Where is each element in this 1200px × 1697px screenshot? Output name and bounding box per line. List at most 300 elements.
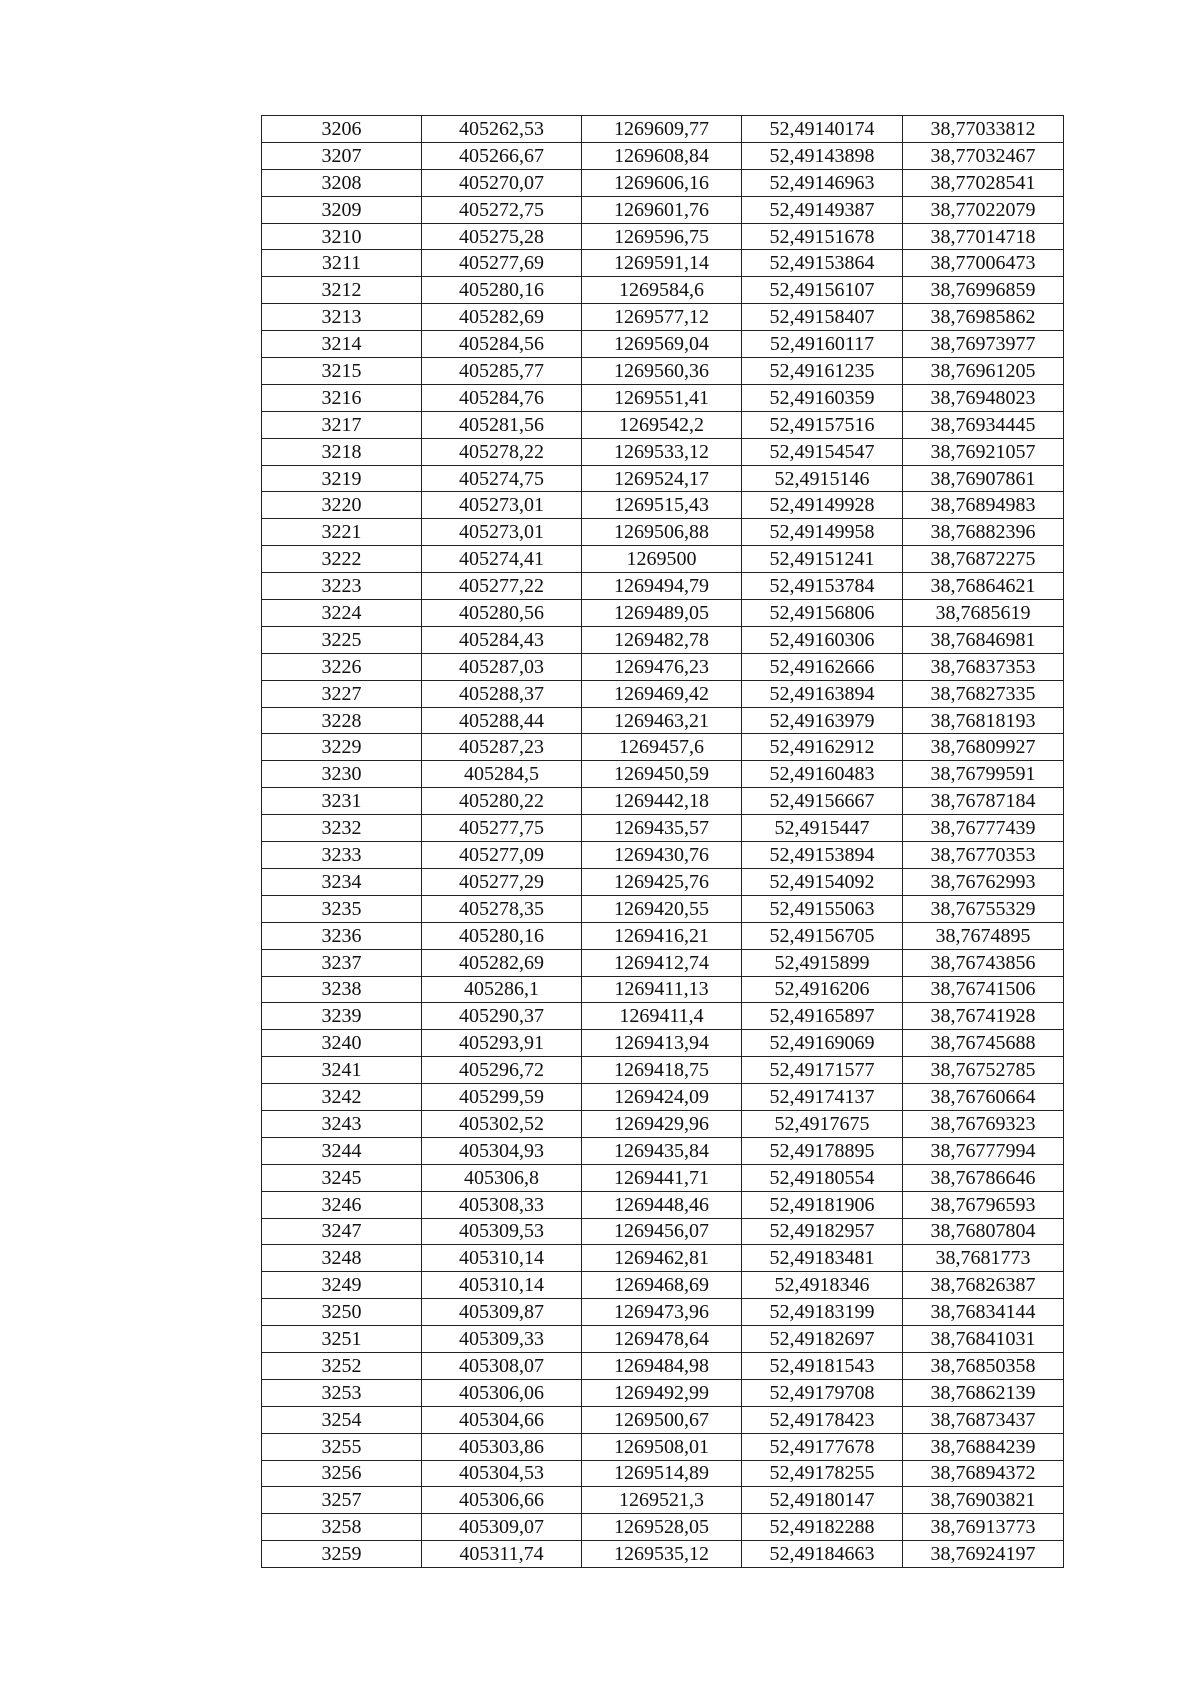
y-coordinate-cell: 1269514,89 xyxy=(582,1460,742,1487)
y-coordinate-cell: 1269456,07 xyxy=(582,1218,742,1245)
y-coordinate-cell: 1269609,77 xyxy=(582,116,742,143)
latitude-cell: 52,49160117 xyxy=(742,331,903,358)
table-row xyxy=(262,1541,1064,1568)
point-number-cell: 3224 xyxy=(262,600,422,627)
longitude-cell: 38,77014718 xyxy=(903,223,1064,250)
x-coordinate-cell: 405284,5 xyxy=(422,761,582,788)
table-row xyxy=(262,707,1064,734)
longitude-cell: 38,76770353 xyxy=(903,842,1064,869)
point-number-cell: 3243 xyxy=(262,1110,422,1137)
x-coordinate-cell: 405284,76 xyxy=(422,384,582,411)
latitude-cell: 52,49149958 xyxy=(742,519,903,546)
y-coordinate-cell: 1269463,21 xyxy=(582,707,742,734)
latitude-cell: 52,49154092 xyxy=(742,868,903,895)
table-row xyxy=(262,250,1064,277)
y-coordinate-cell: 1269416,21 xyxy=(582,922,742,949)
table-row xyxy=(262,842,1064,869)
x-coordinate-cell: 405299,59 xyxy=(422,1084,582,1111)
longitude-cell: 38,76872275 xyxy=(903,546,1064,573)
y-coordinate-cell: 1269425,76 xyxy=(582,868,742,895)
x-coordinate-cell: 405306,66 xyxy=(422,1487,582,1514)
latitude-cell: 52,49140174 xyxy=(742,116,903,143)
x-coordinate-cell: 405282,69 xyxy=(422,304,582,331)
longitude-cell: 38,76913773 xyxy=(903,1514,1064,1541)
longitude-cell: 38,76862139 xyxy=(903,1379,1064,1406)
table-row xyxy=(262,734,1064,761)
table-row xyxy=(262,1191,1064,1218)
table-row xyxy=(262,868,1064,895)
x-coordinate-cell: 405284,43 xyxy=(422,626,582,653)
x-coordinate-cell: 405309,33 xyxy=(422,1326,582,1353)
y-coordinate-cell: 1269450,59 xyxy=(582,761,742,788)
table-row xyxy=(262,1057,1064,1084)
longitude-cell: 38,7685619 xyxy=(903,600,1064,627)
table-row xyxy=(262,1110,1064,1137)
point-number-cell: 3237 xyxy=(262,949,422,976)
y-coordinate-cell: 1269608,84 xyxy=(582,142,742,169)
longitude-cell: 38,76787184 xyxy=(903,788,1064,815)
point-number-cell: 3231 xyxy=(262,788,422,815)
point-number-cell: 3206 xyxy=(262,116,422,143)
longitude-cell: 38,76850358 xyxy=(903,1352,1064,1379)
table-row xyxy=(262,1137,1064,1164)
point-number-cell: 3221 xyxy=(262,519,422,546)
latitude-cell: 52,49178895 xyxy=(742,1137,903,1164)
point-number-cell: 3234 xyxy=(262,868,422,895)
table-row xyxy=(262,1326,1064,1353)
y-coordinate-cell: 1269577,12 xyxy=(582,304,742,331)
point-number-cell: 3235 xyxy=(262,895,422,922)
longitude-cell: 38,76884239 xyxy=(903,1433,1064,1460)
latitude-cell: 52,49143898 xyxy=(742,142,903,169)
longitude-cell: 38,76894983 xyxy=(903,492,1064,519)
latitude-cell: 52,49156667 xyxy=(742,788,903,815)
y-coordinate-cell: 1269411,4 xyxy=(582,1003,742,1030)
longitude-cell: 38,76827335 xyxy=(903,680,1064,707)
x-coordinate-cell: 405306,8 xyxy=(422,1164,582,1191)
longitude-cell: 38,77033812 xyxy=(903,116,1064,143)
x-coordinate-cell: 405277,09 xyxy=(422,842,582,869)
y-coordinate-cell: 1269484,98 xyxy=(582,1352,742,1379)
point-number-cell: 3252 xyxy=(262,1352,422,1379)
latitude-cell: 52,49158407 xyxy=(742,304,903,331)
point-number-cell: 3245 xyxy=(262,1164,422,1191)
longitude-cell: 38,76755329 xyxy=(903,895,1064,922)
longitude-cell: 38,76921057 xyxy=(903,438,1064,465)
x-coordinate-cell: 405293,91 xyxy=(422,1030,582,1057)
table-row xyxy=(262,277,1064,304)
y-coordinate-cell: 1269478,64 xyxy=(582,1326,742,1353)
point-number-cell: 3236 xyxy=(262,922,422,949)
point-number-cell: 3257 xyxy=(262,1487,422,1514)
y-coordinate-cell: 1269596,75 xyxy=(582,223,742,250)
x-coordinate-cell: 405270,07 xyxy=(422,169,582,196)
y-coordinate-cell: 1269535,12 xyxy=(582,1541,742,1568)
table-row xyxy=(262,1433,1064,1460)
table-row xyxy=(262,626,1064,653)
longitude-cell: 38,77022079 xyxy=(903,196,1064,223)
latitude-cell: 52,49163979 xyxy=(742,707,903,734)
table-row xyxy=(262,922,1064,949)
latitude-cell: 52,49180554 xyxy=(742,1164,903,1191)
y-coordinate-cell: 1269521,3 xyxy=(582,1487,742,1514)
x-coordinate-cell: 405309,07 xyxy=(422,1514,582,1541)
y-coordinate-cell: 1269429,96 xyxy=(582,1110,742,1137)
x-coordinate-cell: 405281,56 xyxy=(422,411,582,438)
y-coordinate-cell: 1269457,6 xyxy=(582,734,742,761)
point-number-cell: 3241 xyxy=(262,1057,422,1084)
y-coordinate-cell: 1269448,46 xyxy=(582,1191,742,1218)
longitude-cell: 38,7681773 xyxy=(903,1245,1064,1272)
longitude-cell: 38,76752785 xyxy=(903,1057,1064,1084)
x-coordinate-cell: 405310,14 xyxy=(422,1245,582,1272)
latitude-cell: 52,49182288 xyxy=(742,1514,903,1541)
point-number-cell: 3250 xyxy=(262,1299,422,1326)
longitude-cell: 38,7674895 xyxy=(903,922,1064,949)
y-coordinate-cell: 1269500,67 xyxy=(582,1406,742,1433)
y-coordinate-cell: 1269442,18 xyxy=(582,788,742,815)
longitude-cell: 38,76873437 xyxy=(903,1406,1064,1433)
longitude-cell: 38,76961205 xyxy=(903,358,1064,385)
point-number-cell: 3228 xyxy=(262,707,422,734)
point-number-cell: 3225 xyxy=(262,626,422,653)
latitude-cell: 52,49153784 xyxy=(742,573,903,600)
longitude-cell: 38,76818193 xyxy=(903,707,1064,734)
latitude-cell: 52,49184663 xyxy=(742,1541,903,1568)
longitude-cell: 38,76796593 xyxy=(903,1191,1064,1218)
point-number-cell: 3229 xyxy=(262,734,422,761)
x-coordinate-cell: 405309,87 xyxy=(422,1299,582,1326)
point-number-cell: 3254 xyxy=(262,1406,422,1433)
coordinates-table xyxy=(261,115,1064,1568)
latitude-cell: 52,49178423 xyxy=(742,1406,903,1433)
point-number-cell: 3253 xyxy=(262,1379,422,1406)
longitude-cell: 38,76741506 xyxy=(903,976,1064,1003)
latitude-cell: 52,49157516 xyxy=(742,411,903,438)
longitude-cell: 38,76741928 xyxy=(903,1003,1064,1030)
latitude-cell: 52,49146963 xyxy=(742,169,903,196)
table-row xyxy=(262,653,1064,680)
latitude-cell: 52,4915146 xyxy=(742,465,903,492)
x-coordinate-cell: 405288,44 xyxy=(422,707,582,734)
latitude-cell: 52,49182957 xyxy=(742,1218,903,1245)
table-row xyxy=(262,1460,1064,1487)
y-coordinate-cell: 1269492,99 xyxy=(582,1379,742,1406)
x-coordinate-cell: 405308,07 xyxy=(422,1352,582,1379)
y-coordinate-cell: 1269515,43 xyxy=(582,492,742,519)
table-row xyxy=(262,573,1064,600)
y-coordinate-cell: 1269584,6 xyxy=(582,277,742,304)
point-number-cell: 3239 xyxy=(262,1003,422,1030)
latitude-cell: 52,49160306 xyxy=(742,626,903,653)
latitude-cell: 52,49162666 xyxy=(742,653,903,680)
longitude-cell: 38,76882396 xyxy=(903,519,1064,546)
x-coordinate-cell: 405308,33 xyxy=(422,1191,582,1218)
table-row xyxy=(262,1003,1064,1030)
y-coordinate-cell: 1269506,88 xyxy=(582,519,742,546)
x-coordinate-cell: 405304,66 xyxy=(422,1406,582,1433)
y-coordinate-cell: 1269462,81 xyxy=(582,1245,742,1272)
table-row xyxy=(262,949,1064,976)
y-coordinate-cell: 1269524,17 xyxy=(582,465,742,492)
x-coordinate-cell: 405287,03 xyxy=(422,653,582,680)
point-number-cell: 3247 xyxy=(262,1218,422,1245)
x-coordinate-cell: 405309,53 xyxy=(422,1218,582,1245)
latitude-cell: 52,49171577 xyxy=(742,1057,903,1084)
point-number-cell: 3218 xyxy=(262,438,422,465)
longitude-cell: 38,76834144 xyxy=(903,1299,1064,1326)
x-coordinate-cell: 405273,01 xyxy=(422,519,582,546)
longitude-cell: 38,76745688 xyxy=(903,1030,1064,1057)
longitude-cell: 38,76934445 xyxy=(903,411,1064,438)
point-number-cell: 3217 xyxy=(262,411,422,438)
longitude-cell: 38,76769323 xyxy=(903,1110,1064,1137)
longitude-cell: 38,76996859 xyxy=(903,277,1064,304)
latitude-cell: 52,49155063 xyxy=(742,895,903,922)
table-row xyxy=(262,1514,1064,1541)
x-coordinate-cell: 405277,29 xyxy=(422,868,582,895)
y-coordinate-cell: 1269569,04 xyxy=(582,331,742,358)
latitude-cell: 52,49165897 xyxy=(742,1003,903,1030)
table-row xyxy=(262,600,1064,627)
x-coordinate-cell: 405303,86 xyxy=(422,1433,582,1460)
point-number-cell: 3212 xyxy=(262,277,422,304)
table-row xyxy=(262,411,1064,438)
point-number-cell: 3209 xyxy=(262,196,422,223)
table-row xyxy=(262,1164,1064,1191)
x-coordinate-cell: 405290,37 xyxy=(422,1003,582,1030)
latitude-cell: 52,49162912 xyxy=(742,734,903,761)
y-coordinate-cell: 1269591,14 xyxy=(582,250,742,277)
y-coordinate-cell: 1269468,69 xyxy=(582,1272,742,1299)
table-row xyxy=(262,1352,1064,1379)
point-number-cell: 3244 xyxy=(262,1137,422,1164)
latitude-cell: 52,4917675 xyxy=(742,1110,903,1137)
longitude-cell: 38,76837353 xyxy=(903,653,1064,680)
latitude-cell: 52,4915447 xyxy=(742,815,903,842)
latitude-cell: 52,49161235 xyxy=(742,358,903,385)
table-row xyxy=(262,976,1064,1003)
x-coordinate-cell: 405278,22 xyxy=(422,438,582,465)
x-coordinate-cell: 405311,74 xyxy=(422,1541,582,1568)
table-row xyxy=(262,331,1064,358)
table-row xyxy=(262,1084,1064,1111)
point-number-cell: 3255 xyxy=(262,1433,422,1460)
point-number-cell: 3256 xyxy=(262,1460,422,1487)
latitude-cell: 52,49178255 xyxy=(742,1460,903,1487)
point-number-cell: 3240 xyxy=(262,1030,422,1057)
latitude-cell: 52,49163894 xyxy=(742,680,903,707)
point-number-cell: 3223 xyxy=(262,573,422,600)
latitude-cell: 52,49179708 xyxy=(742,1379,903,1406)
longitude-cell: 38,76799591 xyxy=(903,761,1064,788)
longitude-cell: 38,76760664 xyxy=(903,1084,1064,1111)
table-row xyxy=(262,142,1064,169)
table-row xyxy=(262,761,1064,788)
point-number-cell: 3238 xyxy=(262,976,422,1003)
point-number-cell: 3246 xyxy=(262,1191,422,1218)
table-row xyxy=(262,465,1064,492)
point-number-cell: 3258 xyxy=(262,1514,422,1541)
x-coordinate-cell: 405284,56 xyxy=(422,331,582,358)
x-coordinate-cell: 405275,28 xyxy=(422,223,582,250)
x-coordinate-cell: 405278,35 xyxy=(422,895,582,922)
y-coordinate-cell: 1269560,36 xyxy=(582,358,742,385)
x-coordinate-cell: 405286,1 xyxy=(422,976,582,1003)
y-coordinate-cell: 1269413,94 xyxy=(582,1030,742,1057)
y-coordinate-cell: 1269418,75 xyxy=(582,1057,742,1084)
longitude-cell: 38,76777994 xyxy=(903,1137,1064,1164)
latitude-cell: 52,49183481 xyxy=(742,1245,903,1272)
latitude-cell: 52,49160483 xyxy=(742,761,903,788)
latitude-cell: 52,49169069 xyxy=(742,1030,903,1057)
point-number-cell: 3220 xyxy=(262,492,422,519)
longitude-cell: 38,77032467 xyxy=(903,142,1064,169)
x-coordinate-cell: 405273,01 xyxy=(422,492,582,519)
latitude-cell: 52,49182697 xyxy=(742,1326,903,1353)
table-row xyxy=(262,519,1064,546)
point-number-cell: 3230 xyxy=(262,761,422,788)
table-row xyxy=(262,788,1064,815)
longitude-cell: 38,76864621 xyxy=(903,573,1064,600)
point-number-cell: 3242 xyxy=(262,1084,422,1111)
x-coordinate-cell: 405287,23 xyxy=(422,734,582,761)
longitude-cell: 38,77006473 xyxy=(903,250,1064,277)
y-coordinate-cell: 1269508,01 xyxy=(582,1433,742,1460)
latitude-cell: 52,49181906 xyxy=(742,1191,903,1218)
table-row xyxy=(262,492,1064,519)
point-number-cell: 3211 xyxy=(262,250,422,277)
latitude-cell: 52,4916206 xyxy=(742,976,903,1003)
longitude-cell: 38,76973977 xyxy=(903,331,1064,358)
table-row xyxy=(262,815,1064,842)
point-number-cell: 3219 xyxy=(262,465,422,492)
longitude-cell: 38,76907861 xyxy=(903,465,1064,492)
table-row xyxy=(262,1218,1064,1245)
x-coordinate-cell: 405304,53 xyxy=(422,1460,582,1487)
longitude-cell: 38,76762993 xyxy=(903,868,1064,895)
x-coordinate-cell: 405304,93 xyxy=(422,1137,582,1164)
coordinates-table-body xyxy=(262,116,1064,1568)
longitude-cell: 38,76841031 xyxy=(903,1326,1064,1353)
y-coordinate-cell: 1269500 xyxy=(582,546,742,573)
point-number-cell: 3207 xyxy=(262,142,422,169)
x-coordinate-cell: 405280,16 xyxy=(422,277,582,304)
latitude-cell: 52,49156705 xyxy=(742,922,903,949)
table-row xyxy=(262,1272,1064,1299)
latitude-cell: 52,49156806 xyxy=(742,600,903,627)
x-coordinate-cell: 405302,52 xyxy=(422,1110,582,1137)
latitude-cell: 52,49153894 xyxy=(742,842,903,869)
latitude-cell: 52,49180147 xyxy=(742,1487,903,1514)
table-row xyxy=(262,358,1064,385)
point-number-cell: 3226 xyxy=(262,653,422,680)
longitude-cell: 38,76846981 xyxy=(903,626,1064,653)
latitude-cell: 52,49156107 xyxy=(742,277,903,304)
x-coordinate-cell: 405288,37 xyxy=(422,680,582,707)
y-coordinate-cell: 1269533,12 xyxy=(582,438,742,465)
x-coordinate-cell: 405272,75 xyxy=(422,196,582,223)
latitude-cell: 52,4918346 xyxy=(742,1272,903,1299)
x-coordinate-cell: 405296,72 xyxy=(422,1057,582,1084)
latitude-cell: 52,49153864 xyxy=(742,250,903,277)
point-number-cell: 3215 xyxy=(262,358,422,385)
longitude-cell: 38,76924197 xyxy=(903,1541,1064,1568)
point-number-cell: 3227 xyxy=(262,680,422,707)
x-coordinate-cell: 405282,69 xyxy=(422,949,582,976)
latitude-cell: 52,4915899 xyxy=(742,949,903,976)
table-row xyxy=(262,1245,1064,1272)
y-coordinate-cell: 1269551,41 xyxy=(582,384,742,411)
table-row xyxy=(262,1030,1064,1057)
y-coordinate-cell: 1269435,57 xyxy=(582,815,742,842)
x-coordinate-cell: 405266,67 xyxy=(422,142,582,169)
x-coordinate-cell: 405262,53 xyxy=(422,116,582,143)
longitude-cell: 38,76826387 xyxy=(903,1272,1064,1299)
longitude-cell: 38,76809927 xyxy=(903,734,1064,761)
point-number-cell: 3251 xyxy=(262,1326,422,1353)
y-coordinate-cell: 1269494,79 xyxy=(582,573,742,600)
table-row xyxy=(262,438,1064,465)
longitude-cell: 38,76894372 xyxy=(903,1460,1064,1487)
table-row xyxy=(262,546,1064,573)
latitude-cell: 52,49151678 xyxy=(742,223,903,250)
point-number-cell: 3233 xyxy=(262,842,422,869)
latitude-cell: 52,49183199 xyxy=(742,1299,903,1326)
longitude-cell: 38,76903821 xyxy=(903,1487,1064,1514)
x-coordinate-cell: 405280,56 xyxy=(422,600,582,627)
latitude-cell: 52,49149387 xyxy=(742,196,903,223)
table-row xyxy=(262,1379,1064,1406)
point-number-cell: 3210 xyxy=(262,223,422,250)
longitude-cell: 38,76743856 xyxy=(903,949,1064,976)
latitude-cell: 52,49174137 xyxy=(742,1084,903,1111)
y-coordinate-cell: 1269411,13 xyxy=(582,976,742,1003)
latitude-cell: 52,49151241 xyxy=(742,546,903,573)
point-number-cell: 3214 xyxy=(262,331,422,358)
point-number-cell: 3216 xyxy=(262,384,422,411)
point-number-cell: 3213 xyxy=(262,304,422,331)
y-coordinate-cell: 1269435,84 xyxy=(582,1137,742,1164)
point-number-cell: 3259 xyxy=(262,1541,422,1568)
y-coordinate-cell: 1269420,55 xyxy=(582,895,742,922)
point-number-cell: 3248 xyxy=(262,1245,422,1272)
x-coordinate-cell: 405274,41 xyxy=(422,546,582,573)
latitude-cell: 52,49149928 xyxy=(742,492,903,519)
table-row xyxy=(262,223,1064,250)
y-coordinate-cell: 1269601,76 xyxy=(582,196,742,223)
x-coordinate-cell: 405277,22 xyxy=(422,573,582,600)
longitude-cell: 38,76777439 xyxy=(903,815,1064,842)
table-row xyxy=(262,384,1064,411)
point-number-cell: 3232 xyxy=(262,815,422,842)
table-row xyxy=(262,680,1064,707)
longitude-cell: 38,76786646 xyxy=(903,1164,1064,1191)
x-coordinate-cell: 405277,75 xyxy=(422,815,582,842)
x-coordinate-cell: 405310,14 xyxy=(422,1272,582,1299)
table-row xyxy=(262,304,1064,331)
y-coordinate-cell: 1269489,05 xyxy=(582,600,742,627)
y-coordinate-cell: 1269476,23 xyxy=(582,653,742,680)
x-coordinate-cell: 405280,16 xyxy=(422,922,582,949)
y-coordinate-cell: 1269606,16 xyxy=(582,169,742,196)
x-coordinate-cell: 405280,22 xyxy=(422,788,582,815)
table-row xyxy=(262,1406,1064,1433)
table-row xyxy=(262,1487,1064,1514)
table-row xyxy=(262,196,1064,223)
y-coordinate-cell: 1269542,2 xyxy=(582,411,742,438)
y-coordinate-cell: 1269482,78 xyxy=(582,626,742,653)
